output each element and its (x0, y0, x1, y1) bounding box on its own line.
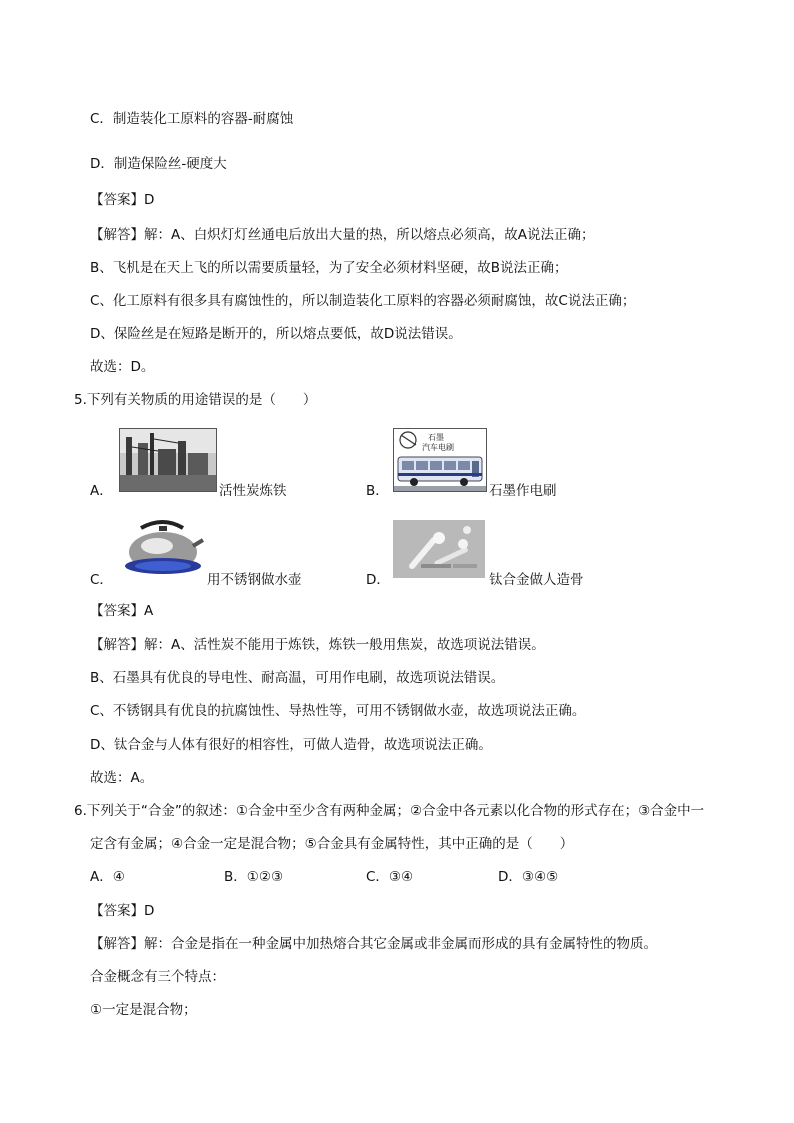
q6-option-c: C．③④ (366, 869, 414, 885)
bus-image-caption-1: 石墨 (428, 433, 444, 442)
q5-option-c-image (119, 514, 205, 578)
bus-image-caption-2: 汽车电刷 (422, 443, 454, 452)
q4-option-d: D．制造保险丝-硬度大 (90, 156, 227, 172)
q4-option-c: C．制造装化工原料的容器-耐腐蚀 (90, 111, 294, 127)
q4-final-choice: 故选：D。 (90, 359, 155, 375)
q6-solution-line-3: ①一定是混合物； (90, 1002, 197, 1018)
q5-final-choice: 故选：A。 (90, 770, 154, 786)
q5-option-c-letter: C． (90, 572, 113, 588)
q6-option-b: B．①②③ (224, 869, 284, 885)
q5-stem: 5.下列有关物质的用途错误的是（ ） (74, 392, 317, 408)
q5-option-a-text: 活性炭炼铁 (219, 483, 287, 499)
q6-stem-line-2: 定含有金属；④合金一定是混合物；⑤合金具有金属特性，其中正确的是（ ） (90, 836, 574, 852)
q6-answer: 【答案】D (90, 903, 155, 919)
q4-solution-line-2: B、飞机是在天上飞的所以需要质量轻，为了安全必须材料坚硬，故B说法正确； (90, 260, 568, 276)
steel-plant-image (120, 429, 216, 491)
q5-option-b-letter: B． (366, 483, 389, 499)
kettle-image (119, 514, 205, 578)
q5-solution-line-1: 【解答】解：A、活性炭不能用于炼铁，炼铁一般用焦炭，故选项说法错误。 (90, 637, 545, 653)
q6-solution-line-1: 【解答】解：合金是指在一种金属中加热熔合其它金属或非金属而形成的具有金属特性的物质。 (90, 936, 657, 952)
q5-option-d-text: 钛合金做人造骨 (489, 572, 584, 588)
q5-answer: 【答案】A (90, 603, 154, 619)
q5-option-d-letter: D． (366, 572, 390, 588)
q6-option-d: D．③④⑤ (498, 869, 559, 885)
q4-solution-line-3: C、化工原料有很多具有腐蚀性的，所以制造装化工原料的容器必须耐腐蚀，故C说法正确； (90, 293, 636, 309)
titanium-bone-image (393, 520, 485, 578)
q5-option-c-text: 用不锈钢做水壶 (207, 572, 302, 588)
q5-option-a-letter: A． (90, 483, 113, 499)
q6-option-a: A．④ (90, 869, 125, 885)
q6-solution-line-2: 合金概念有三个特点： (90, 969, 225, 985)
q4-answer: 【答案】D (90, 192, 155, 208)
q5-option-d-image (393, 520, 485, 578)
q5-option-b-text: 石墨作电刷 (489, 483, 557, 499)
q4-solution-line-1: 【解答】解：A、白炽灯灯丝通电后放出大量的热，所以熔点必须高，故A说法正确； (90, 227, 595, 243)
q5-option-a-image (119, 428, 217, 492)
bus-image (394, 429, 486, 491)
q5-solution-line-3: C、不锈钢具有优良的抗腐蚀性、导热性等，可用不锈钢做水壶，故选项说法正确。 (90, 703, 586, 719)
q5-option-b-image (393, 428, 487, 492)
q5-solution-line-4: D、钛合金与人体有很好的相容性，可做人造骨，故选项说法正确。 (90, 737, 492, 753)
q4-solution-line-4: D、保险丝是在短路是断开的，所以熔点要低，故D说法错误。 (90, 326, 462, 342)
q6-stem-line-1: 6.下列关于“合金”的叙述：①合金中至少含有两种金属；②合金中各元素以化合物的形式存在；③合金中一 (74, 803, 705, 819)
q5-solution-line-2: B、石墨具有优良的导电性、耐高温，可用作电刷，故选项说法错误。 (90, 670, 505, 686)
